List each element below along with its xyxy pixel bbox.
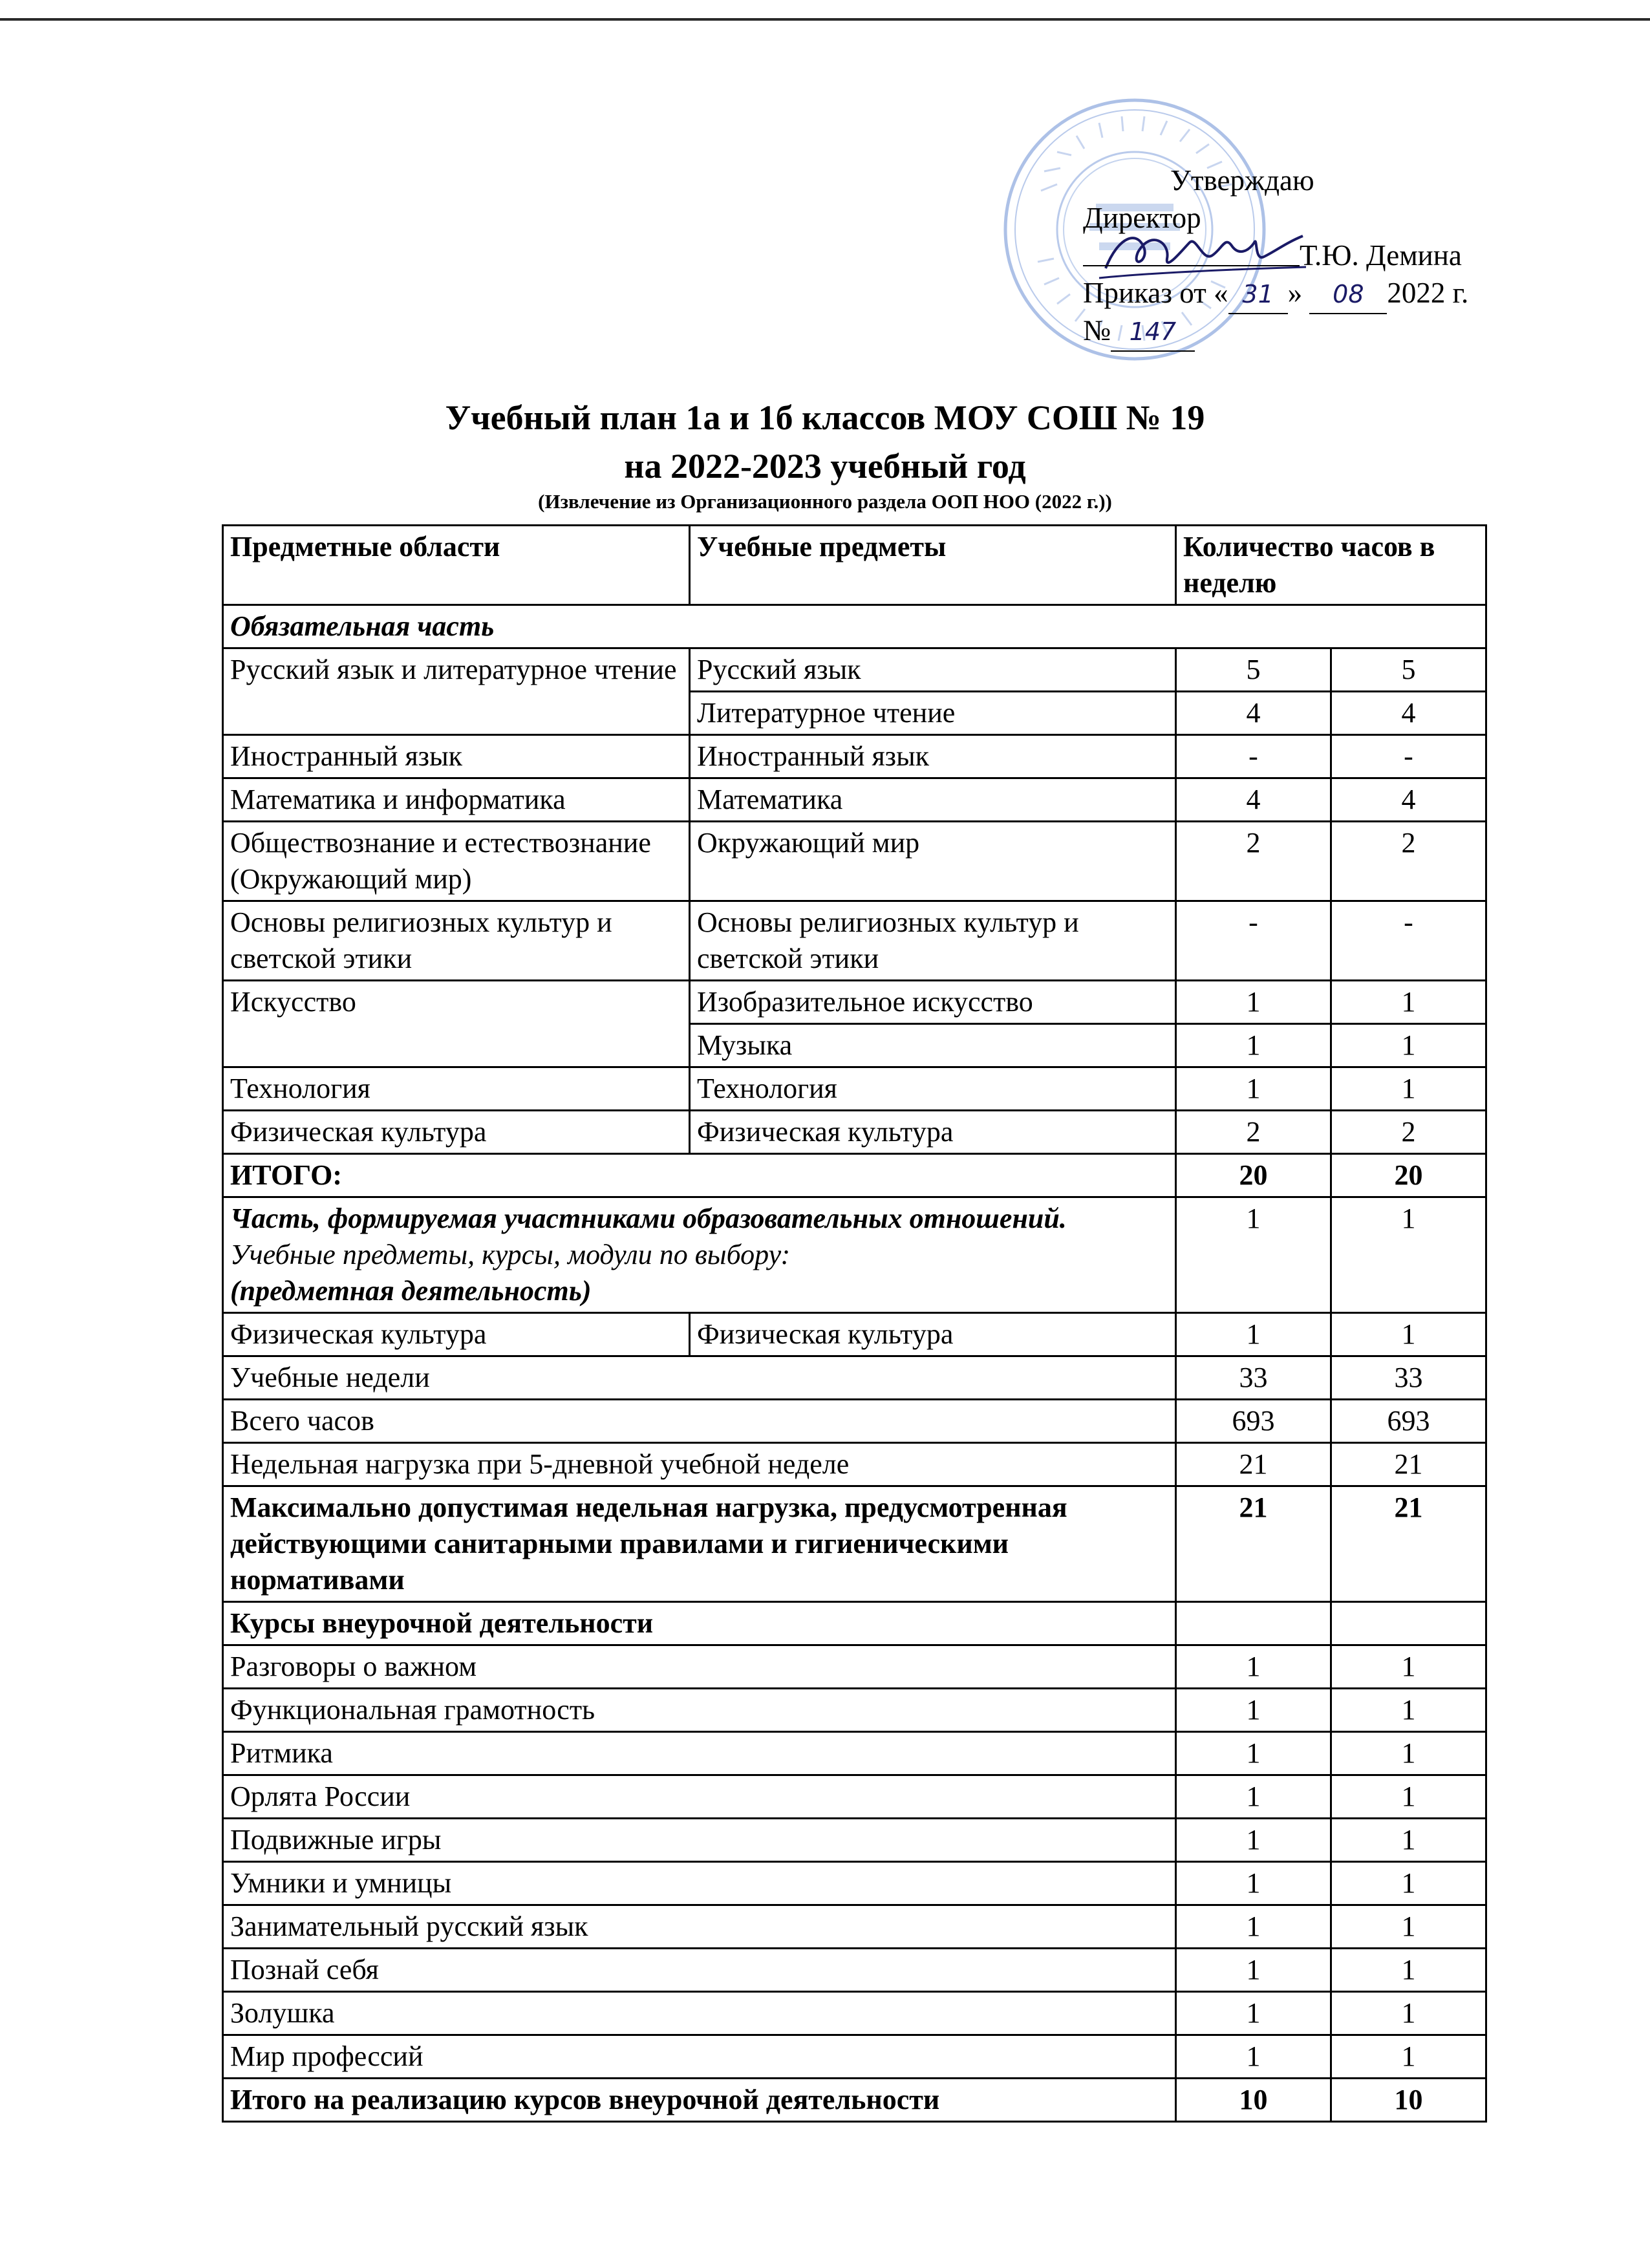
optional-part-bold2: (предметная деятельность) <box>230 1275 592 1307</box>
extra-course-name: Познай себя <box>223 1949 1176 1992</box>
table-row <box>223 1313 1486 1356</box>
hours-b: - <box>1331 901 1486 981</box>
extra-title: Курсы внеурочной деятельности <box>223 1602 1176 1645</box>
approval-number-line <box>1083 312 1195 352</box>
hours-a: 4 <box>1176 778 1331 822</box>
subject-cell: Иностранный язык <box>690 735 1176 778</box>
extra-course-a: 1 <box>1176 1819 1331 1862</box>
hours-a: 1 <box>1176 1024 1331 1067</box>
mandatory-title: Обязательная часть <box>223 605 1486 648</box>
hours-total-b: 693 <box>1331 1400 1486 1443</box>
extra-course-b: 1 <box>1331 1689 1486 1732</box>
order-prefix: Приказ от « <box>1083 277 1228 309</box>
hours-a: 2 <box>1176 1111 1331 1154</box>
extra-course-a: 1 <box>1176 1689 1331 1732</box>
extra-course-b: 1 <box>1331 1819 1486 1862</box>
hours-total-a: 693 <box>1176 1400 1331 1443</box>
extra-course-name: Разговоры о важном <box>223 1645 1176 1689</box>
extra-course-a: 1 <box>1176 1732 1331 1775</box>
maxload-label: Максимально допустимая недельная нагрузка, предусмотренная действующими санитарными правилами и гигиеническими нормативами <box>223 1486 1176 1602</box>
optional-part-bold: Часть, формируемая участниками образовательных отношений. <box>230 1203 1067 1234</box>
maxload-row <box>223 1486 1486 1602</box>
hours-b: 1 <box>1331 1313 1486 1356</box>
table-row <box>223 981 1486 1024</box>
extra-course-a: 1 <box>1176 1862 1331 1905</box>
order-mid: » <box>1287 277 1303 309</box>
area-cell: Технология <box>223 1067 690 1111</box>
approval-order-line <box>1083 274 1468 314</box>
top-border-line <box>0 18 1650 21</box>
curriculum-table <box>222 524 1487 2123</box>
subject-cell: Музыка <box>690 1024 1176 1067</box>
subject-cell: Русский язык <box>690 648 1176 692</box>
optional-part-b: 1 <box>1331 1197 1486 1313</box>
extra-course-row <box>223 1862 1486 1905</box>
hours-a: 2 <box>1176 822 1331 901</box>
hours-row <box>223 1400 1486 1443</box>
load5-label: Недельная нагрузка при 5-дневной учебной неделе <box>223 1443 1176 1486</box>
document-subtitle: на 2022-2023 учебный год <box>624 447 1026 486</box>
hours-label: Всего часов <box>223 1400 1176 1443</box>
extra-course-a: 1 <box>1176 1775 1331 1819</box>
hours-b: 1 <box>1331 981 1486 1024</box>
hours-a: - <box>1176 901 1331 981</box>
subject-cell: Физическая культура <box>690 1313 1176 1356</box>
total-row <box>223 1154 1486 1197</box>
extra-total-b: 10 <box>1331 2079 1486 2122</box>
extra-course-b: 1 <box>1331 1992 1486 2035</box>
extra-course-name: Мир профессий <box>223 2035 1176 2079</box>
table-row <box>223 1111 1486 1154</box>
extra-course-b: 1 <box>1331 1732 1486 1775</box>
extra-course-a: 1 <box>1176 1992 1331 2035</box>
hours-b: 4 <box>1331 778 1486 822</box>
optional-part-row <box>223 1197 1486 1313</box>
approval-name-line <box>1083 237 1462 274</box>
hours-b: 2 <box>1331 822 1486 901</box>
extra-total-a: 10 <box>1176 2079 1331 2122</box>
extra-title-b <box>1331 1602 1486 1645</box>
order-month: 08 <box>1309 275 1387 314</box>
area-cell: Русский язык и литературное чтение <box>223 648 690 735</box>
table-row <box>223 901 1486 981</box>
hours-a: 1 <box>1176 981 1331 1024</box>
table-row <box>223 822 1486 901</box>
number-prefix: № <box>1083 314 1111 347</box>
order-year: 2022 г. <box>1387 277 1469 309</box>
header-hours: Количество часов в неделю <box>1176 526 1486 605</box>
extra-course-row <box>223 1775 1486 1819</box>
hours-b: - <box>1331 735 1486 778</box>
extra-course-a: 1 <box>1176 1905 1331 1949</box>
hours-b: 1 <box>1331 1024 1486 1067</box>
table-row <box>223 648 1486 692</box>
maxload-b: 21 <box>1331 1486 1486 1602</box>
header-areas: Предметные области <box>223 526 690 605</box>
document-source-note: (Извлечение из Организационного раздела ООП НОО (2022 г.)) <box>538 490 1112 513</box>
table-header-row <box>223 526 1486 605</box>
extra-course-b: 1 <box>1331 2035 1486 2079</box>
table-row <box>223 778 1486 822</box>
order-day: 31 <box>1228 275 1288 314</box>
hours-a: - <box>1176 735 1331 778</box>
extra-course-row <box>223 2035 1486 2079</box>
hours-b: 5 <box>1331 648 1486 692</box>
total-b: 20 <box>1331 1154 1486 1197</box>
extra-course-name: Умники и умницы <box>223 1862 1176 1905</box>
extra-course-name: Золушка <box>223 1992 1176 2035</box>
extra-course-name: Подвижные игры <box>223 1819 1176 1862</box>
load5-a: 21 <box>1176 1443 1331 1486</box>
extra-course-name: Орлята России <box>223 1775 1176 1819</box>
area-cell: Искусство <box>223 981 690 1067</box>
total-label: ИТОГО: <box>223 1154 1176 1197</box>
approval-name: Т.Ю. Демина <box>1300 239 1462 272</box>
area-cell: Физическая культура <box>223 1313 690 1356</box>
subject-cell: Литературное чтение <box>690 692 1176 735</box>
extra-course-name: Ритмика <box>223 1732 1176 1775</box>
hours-a: 5 <box>1176 648 1331 692</box>
area-cell: Обществознание и естествознание (Окружающий мир) <box>223 822 690 901</box>
extra-course-b: 1 <box>1331 1645 1486 1689</box>
mandatory-title-row <box>223 605 1486 648</box>
optional-part-a: 1 <box>1176 1197 1331 1313</box>
area-cell: Иностранный язык <box>223 735 690 778</box>
optional-part-italic: Учебные предметы, курсы, модули по выбору: <box>230 1239 791 1270</box>
subject-cell: Изобразительное искусство <box>690 981 1176 1024</box>
weeks-b: 33 <box>1331 1356 1486 1400</box>
extra-course-row <box>223 1905 1486 1949</box>
extra-course-a: 1 <box>1176 1645 1331 1689</box>
area-cell: Физическая культура <box>223 1111 690 1154</box>
subject-cell: Окружающий мир <box>690 822 1176 901</box>
area-cell: Математика и информатика <box>223 778 690 822</box>
document-title: Учебный план 1а и 1б классов МОУ СОШ № 19 <box>445 398 1205 437</box>
extra-course-b: 1 <box>1331 1905 1486 1949</box>
extra-course-row <box>223 1949 1486 1992</box>
extra-course-b: 1 <box>1331 1862 1486 1905</box>
extra-course-row <box>223 1819 1486 1862</box>
maxload-a: 21 <box>1176 1486 1331 1602</box>
table-row <box>223 735 1486 778</box>
extra-course-row <box>223 1992 1486 2035</box>
hours-b: 4 <box>1331 692 1486 735</box>
extra-course-a: 1 <box>1176 2035 1331 2079</box>
hours-a: 1 <box>1176 1313 1331 1356</box>
approval-approve: Утверждаю <box>1170 164 1314 197</box>
extra-course-a: 1 <box>1176 1949 1331 1992</box>
optional-part-label <box>223 1197 1176 1313</box>
extra-total-row <box>223 2079 1486 2122</box>
hours-b: 2 <box>1331 1111 1486 1154</box>
load5-row <box>223 1443 1486 1486</box>
area-cell: Основы религиозных культур и светской этики <box>223 901 690 981</box>
hours-a: 1 <box>1176 1067 1331 1111</box>
header-subjects: Учебные предметы <box>690 526 1176 605</box>
approval-position: Директор <box>1083 202 1201 234</box>
extra-course-b: 1 <box>1331 1775 1486 1819</box>
weeks-a: 33 <box>1176 1356 1331 1400</box>
subject-cell: Математика <box>690 778 1176 822</box>
extra-course-row <box>223 1689 1486 1732</box>
weeks-row <box>223 1356 1486 1400</box>
extra-title-a <box>1176 1602 1331 1645</box>
subject-cell: Основы религиозных культур и светской этики <box>690 901 1176 981</box>
extra-course-b: 1 <box>1331 1949 1486 1992</box>
extra-total-label: Итого на реализацию курсов внеурочной деятельности <box>223 2079 1176 2122</box>
extra-course-name: Занимательный русский язык <box>223 1905 1176 1949</box>
extra-title-row <box>223 1602 1486 1645</box>
hours-b: 1 <box>1331 1067 1486 1111</box>
extra-course-row <box>223 1732 1486 1775</box>
extra-course-row <box>223 1645 1486 1689</box>
table-row <box>223 1067 1486 1111</box>
subject-cell: Физическая культура <box>690 1111 1176 1154</box>
total-a: 20 <box>1176 1154 1331 1197</box>
order-number: 147 <box>1111 313 1195 352</box>
hours-a: 4 <box>1176 692 1331 735</box>
extra-course-name: Функциональная грамотность <box>223 1689 1176 1732</box>
load5-b: 21 <box>1331 1443 1486 1486</box>
extra-courses-body <box>223 1645 1486 2079</box>
subject-cell: Технология <box>690 1067 1176 1111</box>
weeks-label: Учебные недели <box>223 1356 1176 1400</box>
